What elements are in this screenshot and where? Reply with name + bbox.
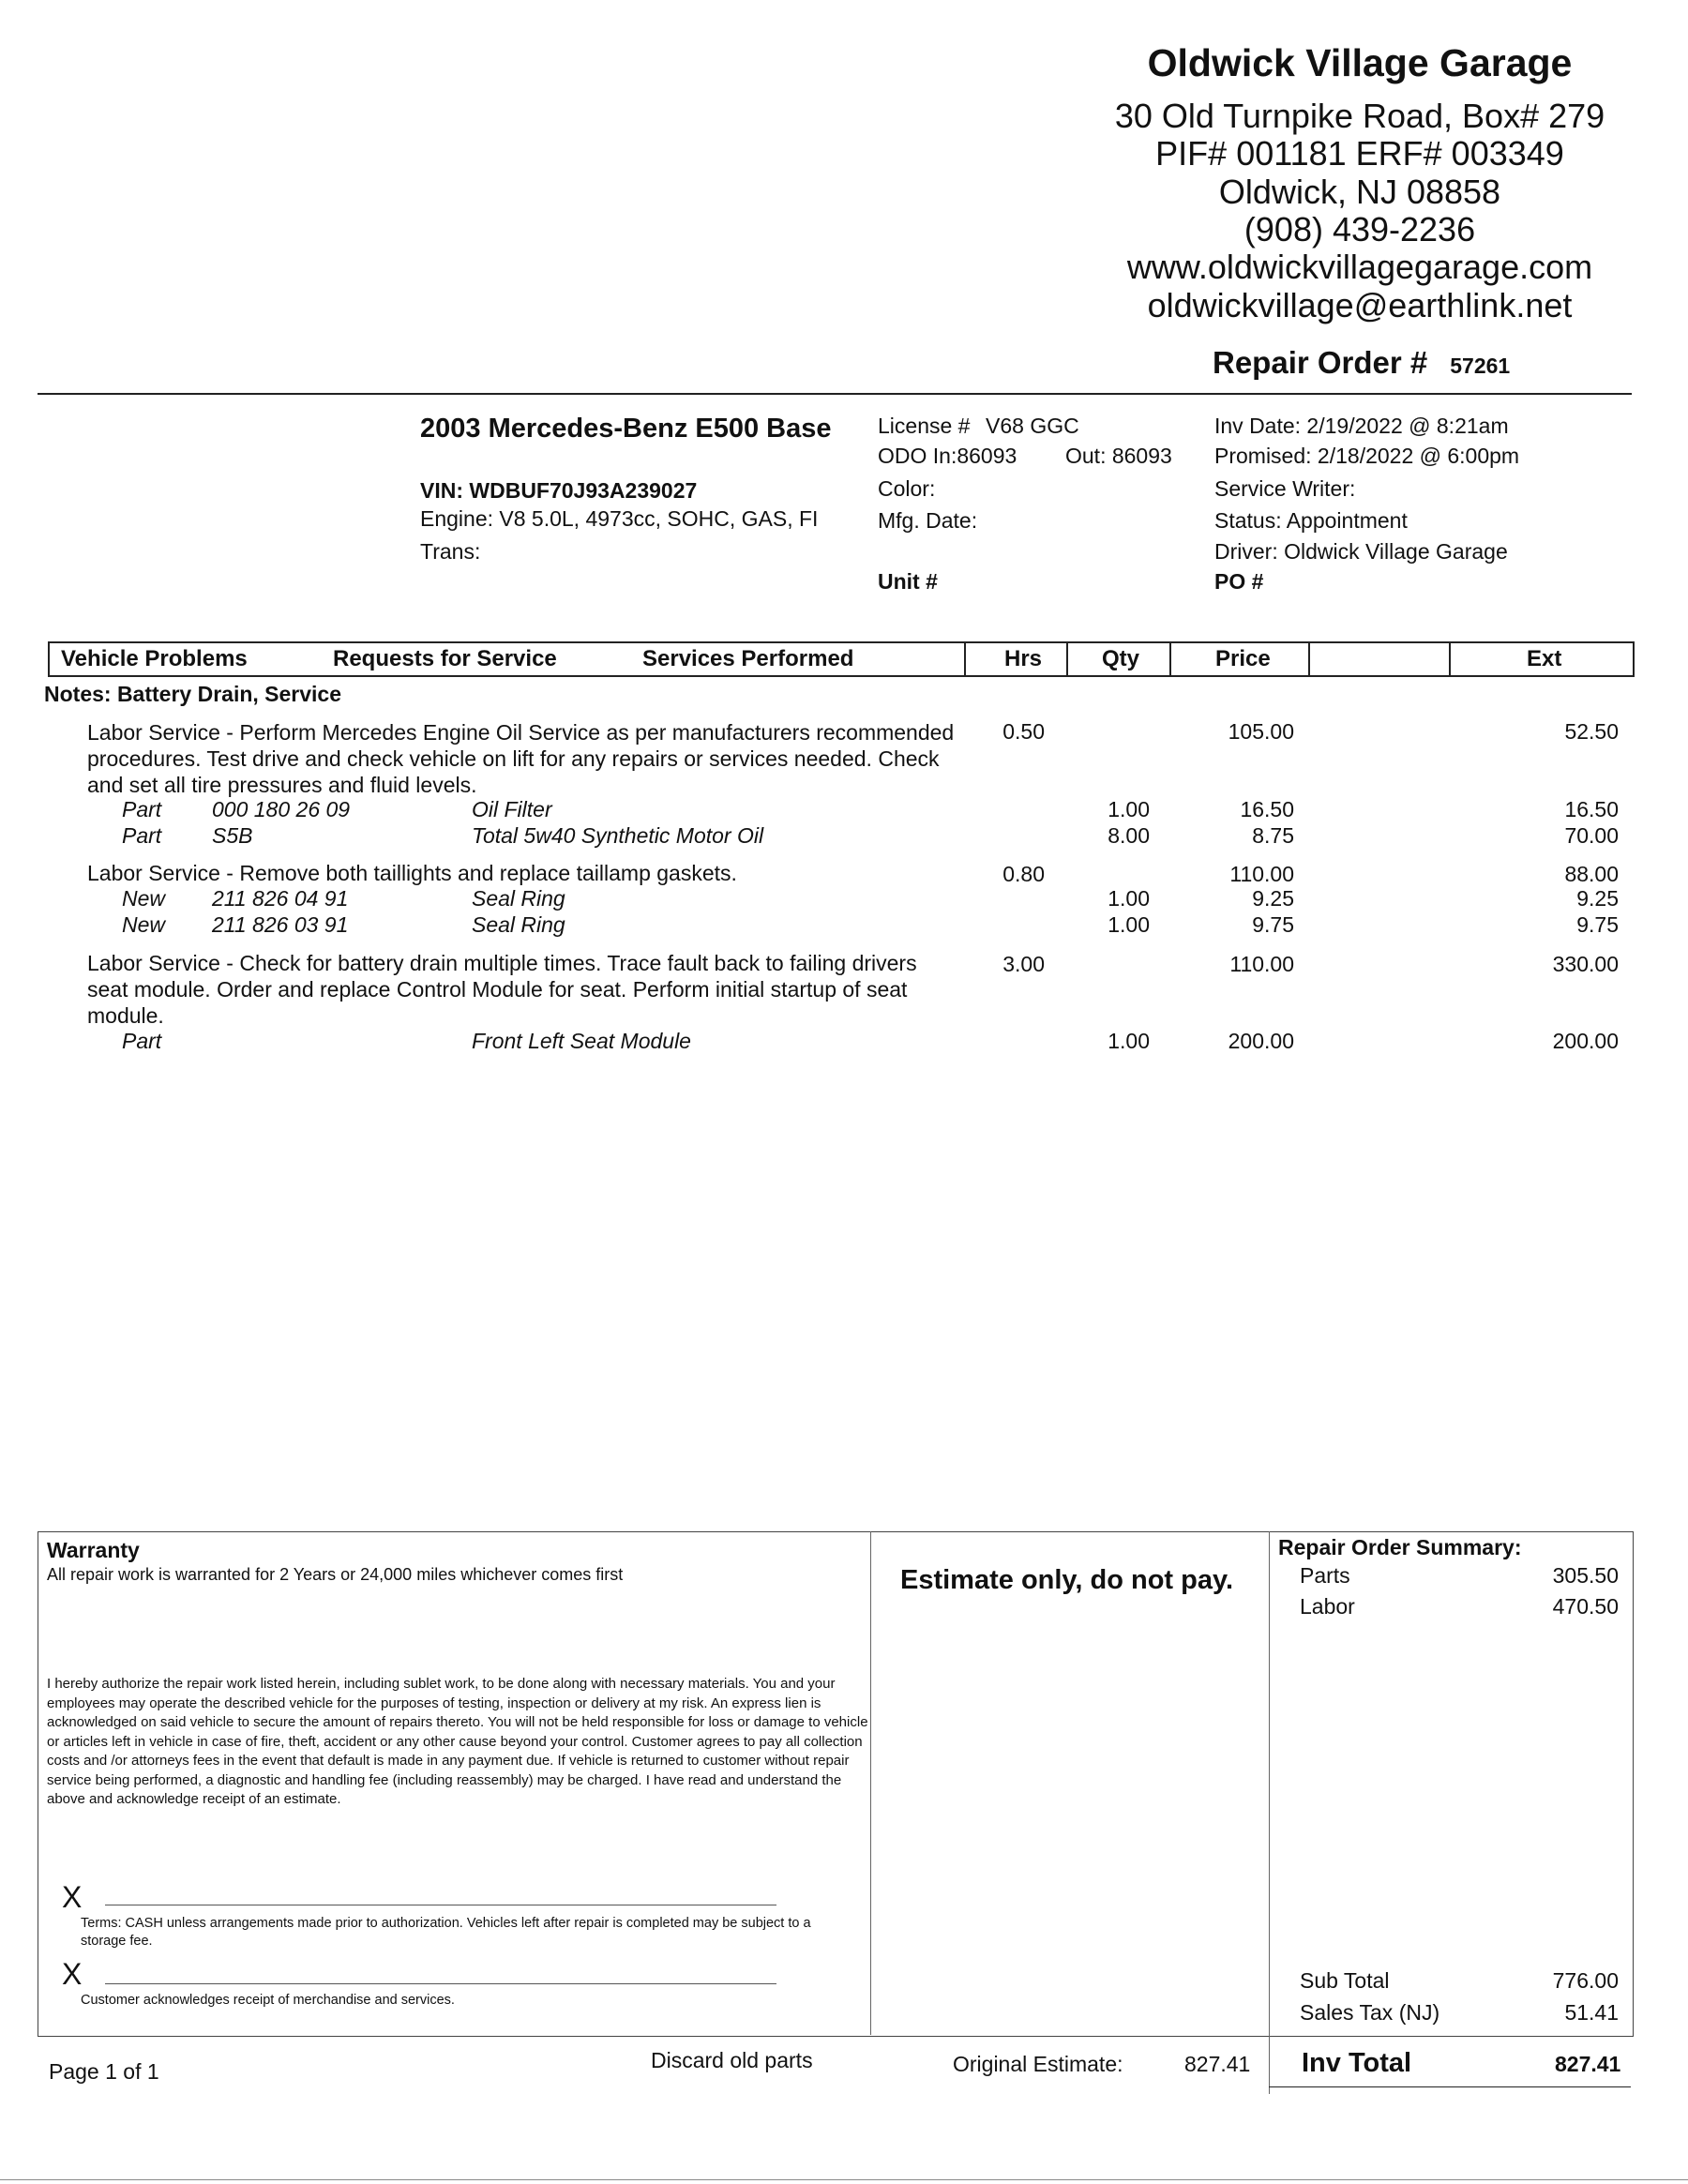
vehicle-color: Color: xyxy=(878,476,936,501)
estimate-notice: Estimate only, do not pay. xyxy=(900,1565,1234,1595)
header-vehicle-problems: Vehicle Problems xyxy=(61,646,248,671)
signature-x-acknowledge: X xyxy=(62,1957,83,1991)
part-type: Part xyxy=(122,823,162,848)
part-description: Total 5w40 Synthetic Motor Oil xyxy=(472,823,764,848)
inv-date: Inv Date: 2/19/2022 @ 8:21am xyxy=(1214,414,1509,438)
odo-out: Out: 86093 xyxy=(1065,444,1172,468)
repair-order-number xyxy=(1213,345,1510,381)
original-estimate-value: 827.41 xyxy=(1184,2052,1251,2076)
subtotal-label: Sub Total xyxy=(1300,1968,1390,1993)
subtotal-value: 776.00 xyxy=(1552,1968,1619,1993)
promised-date: Promised: 2/18/2022 @ 6:00pm xyxy=(1214,444,1520,468)
inv-total-value: 827.41 xyxy=(1555,2052,1621,2076)
vehicle-vin: VIN: WDBUF70J93A239027 xyxy=(420,478,698,503)
page-bottom-edge xyxy=(0,2179,1688,2180)
part-price: 200.00 xyxy=(1228,1029,1294,1053)
labor-price: 105.00 xyxy=(1228,719,1294,744)
labor-description: Labor Service - Check for battery drain multiple times. Trace fault back to failing drivers seat module. Order and replace Control Module for seat. Perform initial startup of seat module. xyxy=(87,951,917,1028)
terms-text: Terms: CASH unless arrangements made prior to authorization. Vehicles left after repair is completed may be subject to a storage fee. xyxy=(81,1916,811,1949)
warranty-title: Warranty xyxy=(47,1538,140,1562)
part-price: 9.25 xyxy=(1252,886,1294,911)
summary-parts-label: Parts xyxy=(1300,1563,1350,1588)
repair-order-label: Repair Order # xyxy=(1213,345,1428,380)
shop-email: oldwickvillage@earthlink.net xyxy=(1147,286,1573,324)
header-requests: Requests for Service xyxy=(333,646,557,671)
part-ext: 16.50 xyxy=(1564,797,1619,821)
part-price: 8.75 xyxy=(1252,823,1294,848)
labor-ext: 88.00 xyxy=(1564,862,1619,886)
labor-description: Labor Service - Remove both taillights and replace taillamp gaskets. xyxy=(87,861,737,885)
license-label: License # xyxy=(878,414,971,438)
part-number: 211 826 04 91 xyxy=(212,886,349,911)
part-qty: 1.00 xyxy=(1108,797,1150,821)
part-description: Front Left Seat Module xyxy=(472,1029,691,1053)
part-type: New xyxy=(122,912,166,937)
vehicle-engine: Engine: V8 5.0L, 4973cc, SOHC, GAS, FI xyxy=(420,506,819,531)
header-qty: Qty xyxy=(1102,646,1140,671)
signature-line-acknowledge[interactable] xyxy=(105,1983,776,1984)
job-notes: Notes: Battery Drain, Service xyxy=(44,682,342,706)
labor-hrs: 3.00 xyxy=(1002,952,1045,976)
shop-website: www.oldwickvillagegarage.com xyxy=(1126,248,1593,286)
po-number: PO # xyxy=(1214,569,1264,594)
shop-name: Oldwick Village Garage xyxy=(1147,41,1573,84)
header-divider xyxy=(38,393,1632,395)
mfg-date: Mfg. Date: xyxy=(878,508,978,533)
header-price: Price xyxy=(1215,646,1271,671)
warranty-text: All repair work is warranted for 2 Years or 24,000 miles whichever comes first xyxy=(47,1565,624,1584)
part-description: Seal Ring xyxy=(472,886,565,911)
shop-phone: (908) 439-2236 xyxy=(1243,210,1476,249)
vehicle-trans: Trans: xyxy=(420,539,481,564)
part-qty: 1.00 xyxy=(1108,1029,1150,1053)
header-hrs: Hrs xyxy=(1004,646,1043,671)
discard-old-parts: Discard old parts xyxy=(651,2048,813,2072)
shop-city: Oldwick, NJ 08858 xyxy=(1218,173,1501,211)
sales-tax-label: Sales Tax (NJ) xyxy=(1300,2000,1440,2025)
box-divider-right xyxy=(1269,1531,1270,2094)
part-type: New xyxy=(122,886,166,911)
part-number: S5B xyxy=(212,823,253,848)
labor-hrs: 0.50 xyxy=(1002,719,1045,744)
authorization-text: I hereby authorize the repair work listed herein, including sublet work, to be done along with necessary materials. You and your employees may operate the described vehicle for the purposes of testing, inspection or delivery at my risk. An express lien is acknowledged on said vehicle to secure the amount of repairs thereto. You will not be held responsible for loss or damage to vehicle or articles left in vehicle in case of fire, theft, accident or any other cause beyond your control. Customer agrees to pay all collection costs and /or attorneys fees in the event that default is made in any payment due. If vehicle is returned to customer without repair service being performed, a diagnostic and handling fee (including reassembly) may be charged. I have read and understand the above and acknowledge receipt of an estimate. xyxy=(47,1676,868,1807)
sales-tax-value: 51.41 xyxy=(1564,2000,1619,2025)
part-description: Seal Ring xyxy=(472,912,565,937)
unit-number: Unit # xyxy=(878,569,938,594)
labor-description: Labor Service - Perform Mercedes Engine Oil Service as per manufacturers recommended procedures. Test drive and check vehicle on lift for any repairs or services needed. Check and set all tire pressures and fluid levels. xyxy=(87,720,955,797)
part-price: 9.75 xyxy=(1252,912,1294,937)
summary-title: Repair Order Summary: xyxy=(1278,1535,1522,1559)
signature-x-authorize: X xyxy=(62,1880,83,1914)
part-type: Part xyxy=(122,797,162,821)
part-qty: 8.00 xyxy=(1108,823,1150,848)
vehicle-title: 2003 Mercedes-Benz E500 Base xyxy=(420,414,832,444)
inv-total-label: Inv Total xyxy=(1302,2048,1412,2078)
part-ext: 9.75 xyxy=(1576,912,1619,937)
page-number: Page 1 of 1 xyxy=(49,2059,159,2084)
service-writer: Service Writer: xyxy=(1214,476,1356,501)
summary-labor-value: 470.50 xyxy=(1552,1594,1619,1619)
license-value: V68 GGC xyxy=(986,414,1079,438)
summary-parts-value: 305.50 xyxy=(1552,1563,1619,1588)
part-description: Oil Filter xyxy=(472,797,552,821)
part-ext: 200.00 xyxy=(1552,1029,1619,1053)
order-status: Status: Appointment xyxy=(1214,508,1408,533)
part-qty: 1.00 xyxy=(1108,886,1150,911)
shop-address: 30 Old Turnpike Road, Box# 279 xyxy=(1114,97,1605,135)
part-price: 16.50 xyxy=(1240,797,1294,821)
labor-price: 110.00 xyxy=(1229,862,1294,886)
part-qty: 1.00 xyxy=(1108,912,1150,937)
acknowledge-text: Customer acknowledges receipt of merchandise and services. xyxy=(81,1993,455,2008)
part-ext: 70.00 xyxy=(1564,823,1619,848)
repair-order-value: 57261 xyxy=(1450,354,1511,378)
labor-ext: 330.00 xyxy=(1552,952,1619,976)
labor-ext: 52.50 xyxy=(1564,719,1619,744)
part-type: Part xyxy=(122,1029,162,1053)
part-ext: 9.25 xyxy=(1576,886,1619,911)
header-ext: Ext xyxy=(1527,646,1562,671)
summary-labor-label: Labor xyxy=(1300,1594,1355,1619)
labor-price: 110.00 xyxy=(1229,952,1294,976)
total-underline xyxy=(1269,2086,1631,2087)
part-number: 211 826 03 91 xyxy=(212,912,349,937)
original-estimate-label: Original Estimate: xyxy=(953,2052,1123,2076)
odo-in: ODO In:86093 xyxy=(878,444,1017,468)
labor-hrs: 0.80 xyxy=(1002,862,1045,886)
shop-ids: PIF# 001181 ERF# 003349 xyxy=(1155,134,1564,173)
header-services: Services Performed xyxy=(642,646,854,671)
driver: Driver: Oldwick Village Garage xyxy=(1214,539,1508,564)
line-items-header xyxy=(48,641,1635,677)
part-number: 000 180 26 09 xyxy=(212,797,351,821)
